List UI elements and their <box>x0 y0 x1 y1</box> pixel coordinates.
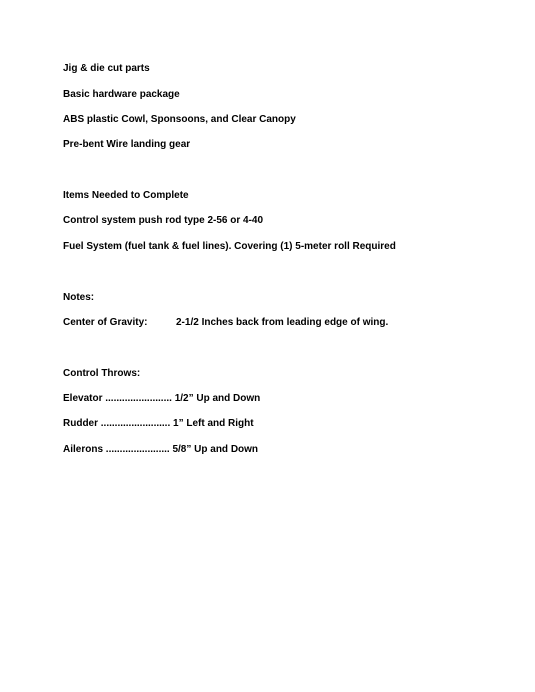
needed-heading: Items Needed to Complete <box>63 190 189 201</box>
cg-value: 2-1/2 Inches back from leading edge of wing. <box>176 317 389 328</box>
included-item-hardware: Basic hardware package <box>63 89 180 100</box>
throw-elevator: Elevator ........................ 1/2” Up and Down <box>63 393 261 404</box>
cg-label: Center of Gravity: <box>63 317 148 328</box>
notes-heading: Notes: <box>63 292 95 303</box>
throw-ailerons: Ailerons ....................... 5/8” Up and Down <box>63 444 259 455</box>
included-item-jig-parts: Jig & die cut parts <box>63 63 150 74</box>
included-item-landing-gear: Pre-bent Wire landing gear <box>63 139 191 150</box>
included-item-abs-plastic: ABS plastic Cowl, Sponsoons, and Clear Canopy <box>63 114 296 125</box>
throw-rudder: Rudder ......................... 1” Left and Right <box>63 418 254 429</box>
throws-heading: Control Throws: <box>63 368 141 379</box>
needed-item-push-rod: Control system push rod type 2-56 or 4-40 <box>63 215 264 226</box>
needed-item-fuel-system: Fuel System (fuel tank & fuel lines). Covering (1) 5-meter roll Required <box>63 241 396 252</box>
